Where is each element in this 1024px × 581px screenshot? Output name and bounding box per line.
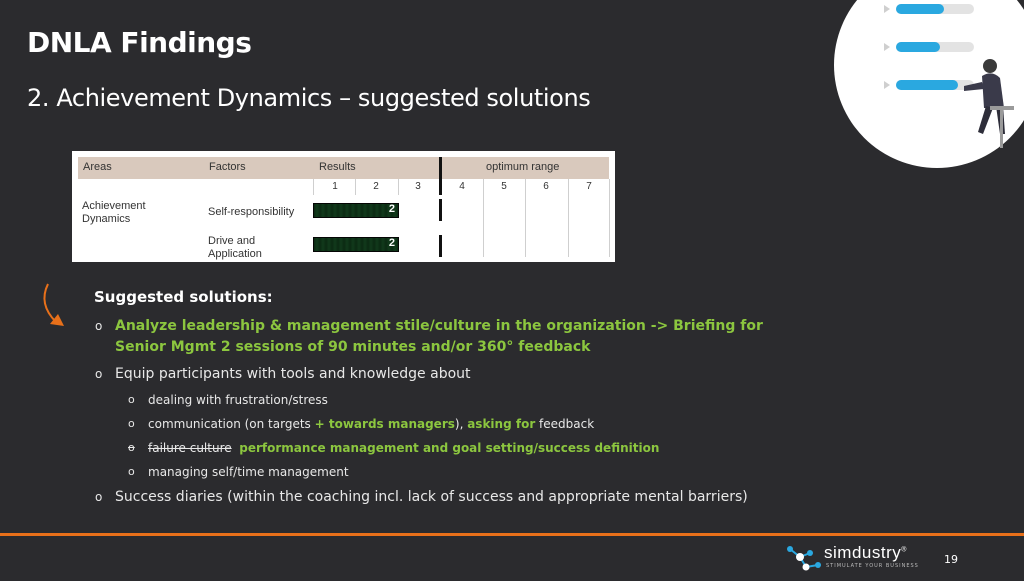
logo-name: simdustry®: [824, 543, 907, 562]
solution-item: [95, 487, 815, 508]
results-table: [72, 151, 615, 262]
factor-label: Self-responsibility: [208, 206, 295, 218]
bullet: o: [128, 417, 135, 430]
optimum-divider: [439, 235, 442, 257]
solution-text: Equip participants with tools and knowledge about: [115, 366, 471, 382]
sub-item-text-struck: failure culture: [148, 441, 232, 455]
scale-label: 6: [543, 181, 549, 192]
grid-line: [525, 179, 526, 257]
page-number: 19: [944, 553, 958, 566]
result-value: 2: [388, 237, 395, 249]
sub-item-text: dealing with frustration/stress: [148, 393, 328, 407]
solution-item: [95, 316, 815, 358]
bullet: o: [95, 367, 103, 381]
sub-item-text: feedback: [535, 417, 595, 431]
sub-item-text-highlight: + towards managers: [314, 417, 455, 431]
grid-line: [313, 179, 314, 195]
factor-label: Drive and Application: [208, 235, 262, 260]
bullet: o: [128, 465, 135, 478]
bullet: o: [128, 441, 135, 454]
footer-divider: [0, 533, 1024, 536]
result-bar: [313, 237, 399, 252]
optimum-divider: [439, 199, 442, 221]
sub-item: [128, 440, 660, 456]
scale-label: 4: [459, 181, 465, 192]
solution-text: Analyze leadership & management stile/culture in the organization -> Briefing for Senior Mgmt 2 sessions of 90 minutes and/or 360° feedback: [115, 318, 763, 355]
optimum-divider: [439, 157, 442, 195]
sub-item: [128, 464, 349, 480]
curved-arrow-icon: [36, 282, 70, 334]
scale-label: 5: [501, 181, 507, 192]
simdustry-logo: [786, 541, 926, 577]
header-areas: Areas: [83, 161, 112, 173]
grid-line: [355, 179, 356, 195]
header-factors: Factors: [209, 161, 246, 173]
grid-line: [398, 179, 399, 195]
solution-text: Success diaries (within the coaching incl. lack of success and appropriate mental barriers): [115, 489, 748, 505]
person-slider-illustration: [832, 0, 1024, 170]
slide-subtitle: 2. Achievement Dynamics – suggested solutions: [27, 84, 591, 112]
logo-mark-icon: [786, 543, 822, 573]
bullet: o: [95, 490, 103, 504]
sub-item-text-highlight: performance management and goal setting/success definition: [239, 441, 660, 455]
scale-label: 3: [415, 181, 421, 192]
result-bar: [313, 203, 399, 218]
table-header: [78, 157, 609, 179]
sub-item: [128, 416, 595, 432]
bullet: o: [128, 393, 135, 406]
scale-label: 7: [586, 181, 592, 192]
scale-label: 2: [373, 181, 379, 192]
scale-label: 1: [332, 181, 338, 192]
sub-item-text: communication (on targets: [148, 417, 315, 431]
header-optimum-range: optimum range: [486, 161, 560, 173]
solutions-heading: Suggested solutions:: [94, 288, 273, 306]
area-label: Achievement Dynamics: [82, 200, 146, 225]
header-results: Results: [319, 161, 356, 173]
sub-item-text: managing self/time management: [148, 465, 349, 479]
sub-item-text: ),: [454, 417, 468, 431]
solution-item: [95, 364, 815, 385]
logo-tagline: STIMULATE YOUR BUSINESS: [826, 563, 919, 569]
bullet: o: [95, 319, 103, 333]
result-value: 2: [388, 203, 395, 215]
slide-title: DNLA Findings: [27, 26, 252, 59]
grid-line: [483, 179, 484, 257]
grid-line: [568, 179, 569, 257]
sub-item-text-highlight: asking for: [467, 417, 536, 431]
grid-line: [609, 179, 610, 257]
sub-item: [128, 392, 328, 408]
